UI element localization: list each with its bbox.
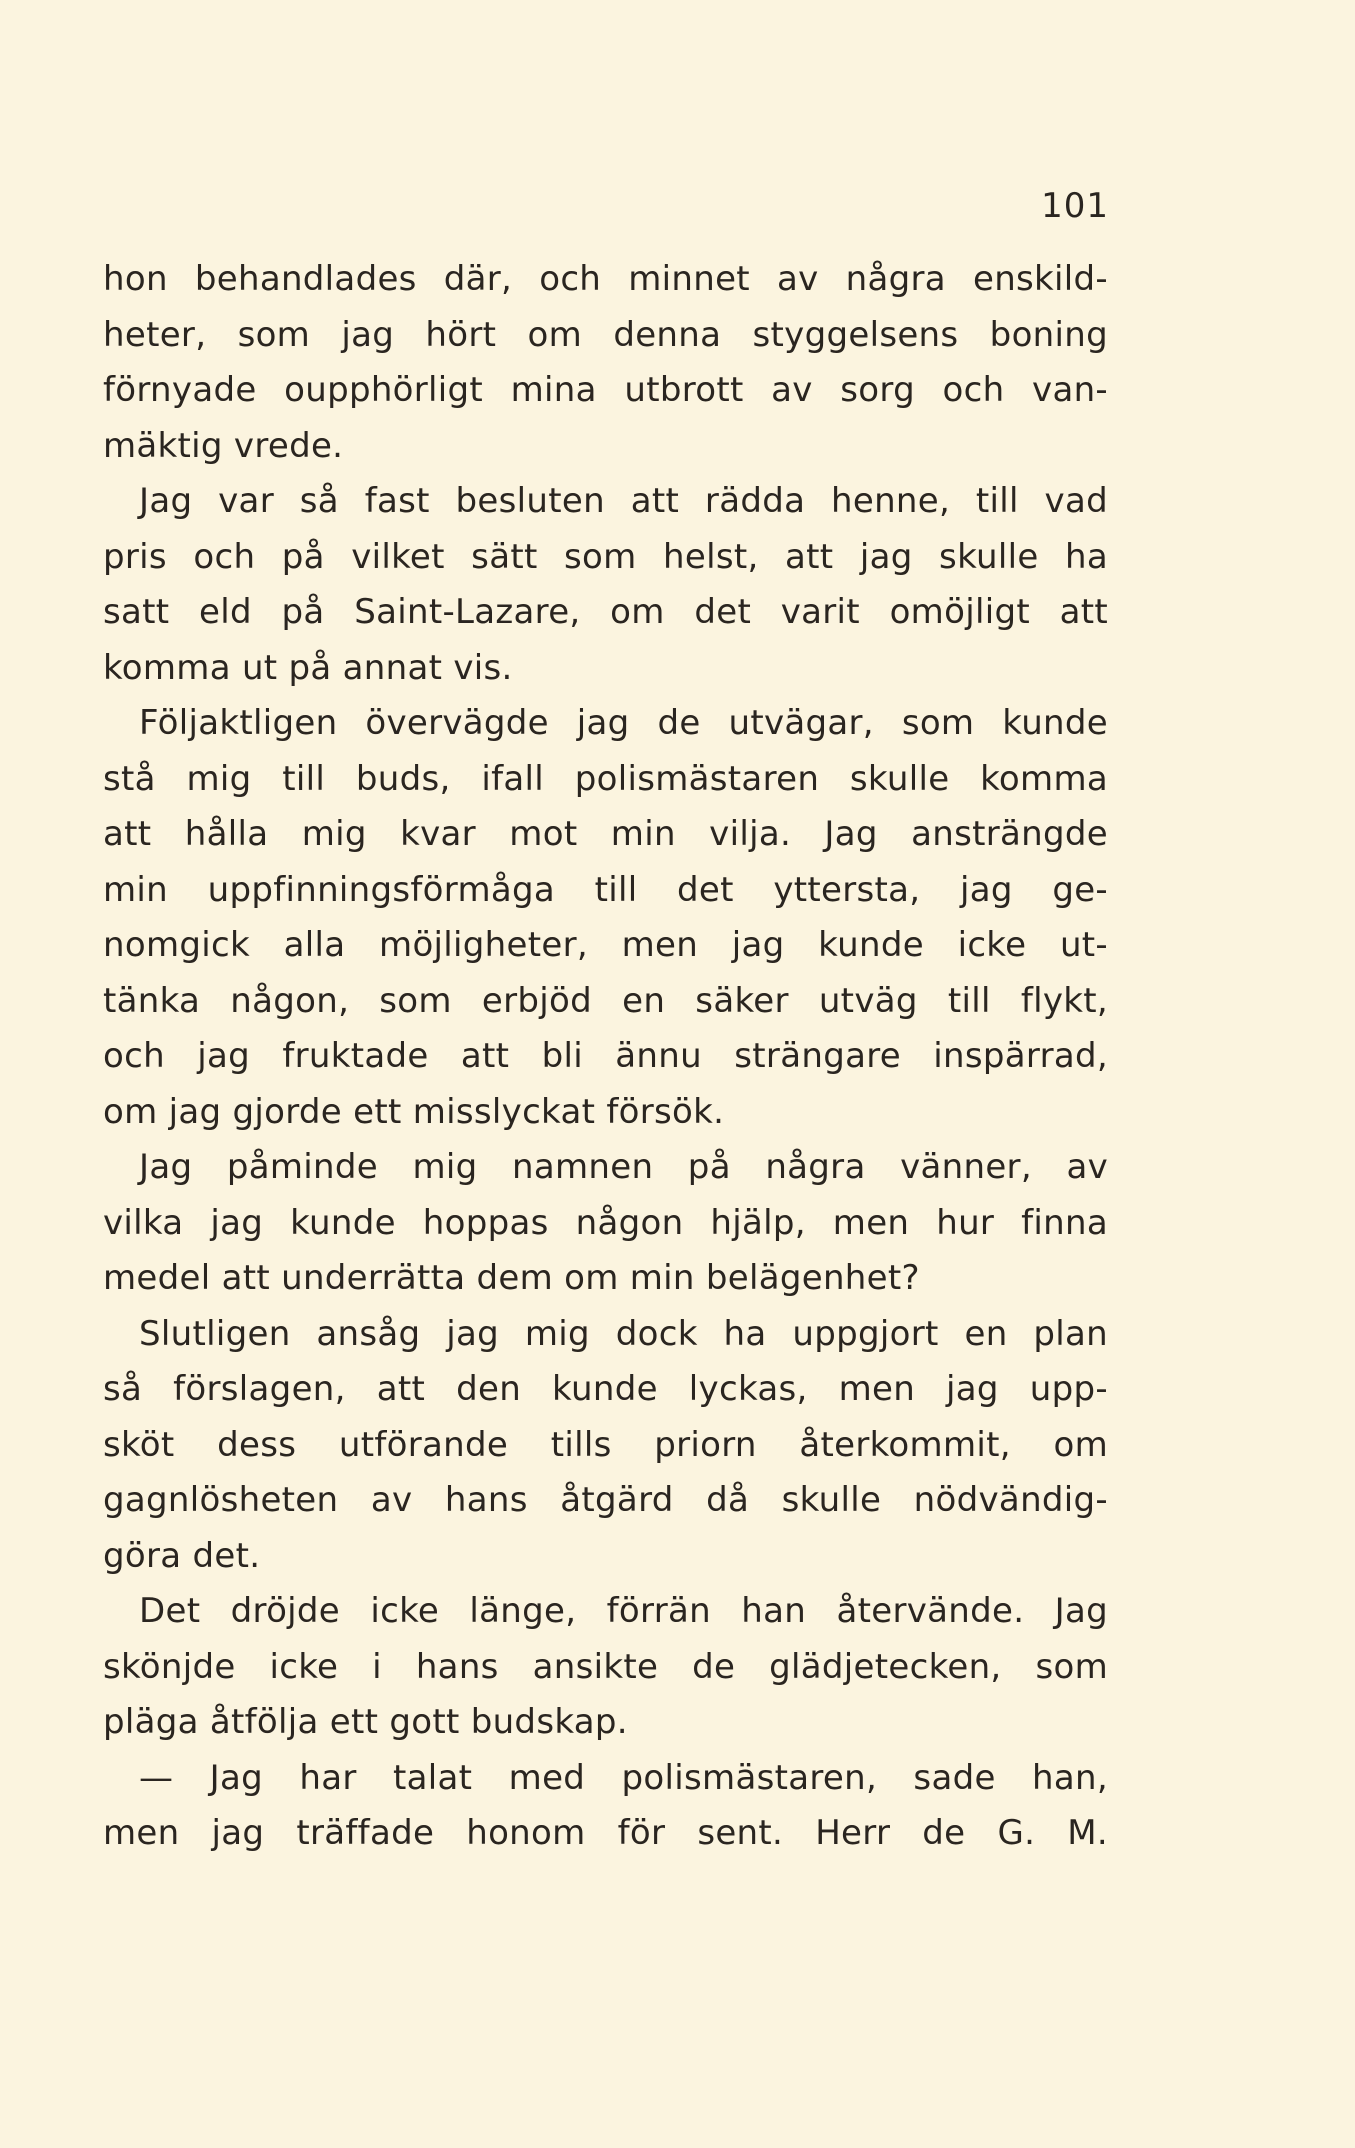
text-line: Slutligen ansåg jag mig dock ha uppgjort en plan — [139, 1313, 1108, 1354]
text-line: gagnlösheten av hans åtgärd då skulle nödvändig- — [103, 1480, 1108, 1520]
text-line: så förslagen, att den kunde lyckas, men jag upp- — [103, 1369, 1108, 1409]
body-text — [103, 252, 1108, 1862]
text-line: pris och på vilket sätt som helst, att jag skulle ha — [103, 536, 1108, 577]
text-line: att hålla mig kvar mot min vilja. Jag ansträngde — [103, 814, 1108, 854]
text-line: hon behandlades där, och minnet av några enskild- — [103, 259, 1108, 299]
text-line: göra det. — [103, 1535, 261, 1576]
page-number: 101 — [1041, 186, 1109, 226]
text-line: heter, som jag hört om denna styggelsens boning — [103, 314, 1108, 355]
text-line: Följaktligen övervägde jag de utvägar, som kunde — [139, 703, 1108, 743]
text-line: nomgick alla möjligheter, men jag kunde icke ut- — [103, 925, 1108, 965]
text-line: tänka någon, som erbjöd en säker utväg till flykt, — [103, 980, 1108, 1021]
text-line: Det dröjde icke länge, förrän han återvände. Jag — [139, 1591, 1108, 1631]
text-line: men jag träffade honom för sent. Herr de G. M. — [103, 1813, 1108, 1853]
text-line: förnyade oupphörligt mina utbrott av sorg och van- — [103, 370, 1108, 410]
text-line: Jag påminde mig namnen på några vänner, av — [139, 1147, 1108, 1187]
text-line: min uppfinningsförmåga till det yttersta, jag ge- — [103, 869, 1108, 910]
text-line: Jag var så fast besluten att rädda henne, till vad — [139, 481, 1108, 521]
text-line: och jag fruktade att bli ännu strängare inspärrad, — [103, 1036, 1108, 1076]
text-line: skönjde icke i hans ansikte de glädjetecken, som — [103, 1646, 1108, 1687]
text-line: pläga åtfölja ett gott budskap. — [103, 1702, 628, 1742]
text-line: vilka jag kunde hoppas någon hjälp, men hur finna — [103, 1202, 1108, 1243]
text-line: — Jag har talat med polismästaren, sade han, — [139, 1757, 1108, 1798]
text-line: sköt dess utförande tills priorn återkommit, om — [103, 1424, 1108, 1465]
text-line: stå mig till buds, ifall polismästaren skulle komma — [103, 758, 1108, 799]
text-line: om jag gjorde ett misslyckat försök. — [103, 1091, 725, 1132]
text-line: mäktig vrede. — [103, 425, 344, 466]
text-line: medel att underrätta dem om min belägenhet? — [103, 1258, 920, 1298]
text-line: satt eld på Saint-Lazare, om det varit omöjligt att — [103, 592, 1108, 632]
text-line: komma ut på annat vis. — [103, 647, 513, 688]
